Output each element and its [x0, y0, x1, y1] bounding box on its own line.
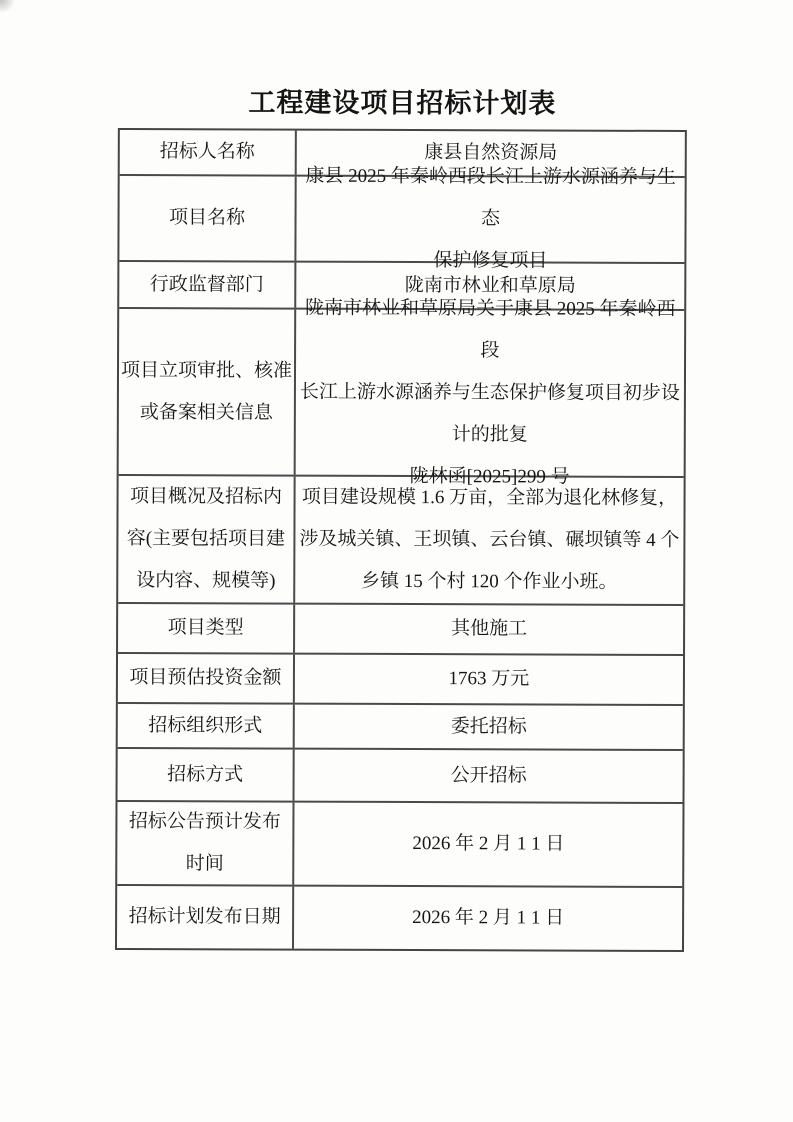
row-label-cell — [118, 476, 295, 603]
row-value: 委托招标 — [450, 715, 527, 737]
table-row-plan-publish-date — [117, 886, 682, 950]
row-label-cell — [119, 309, 297, 475]
row-value: 其他施工 — [451, 618, 528, 640]
row-label: 行政监督部门 — [149, 273, 264, 296]
table-row-approval-info — [119, 297, 685, 488]
row-value: 1763 万元 — [448, 668, 530, 690]
bidding-plan-table — [115, 128, 687, 952]
row-value-cell — [294, 803, 682, 886]
row-label: 项目预估投资金额 — [129, 667, 282, 689]
row-value-cell — [295, 655, 683, 704]
row-label: 项目概况及招标内 容(主要包括项目建 设内容、规模等) — [126, 486, 286, 592]
row-label-cell — [118, 749, 295, 801]
page-title: 工程建设项目招标计划表 — [248, 87, 557, 119]
row-label: 项目类型 — [167, 617, 244, 639]
row-value-cell — [295, 477, 683, 604]
row-value-cell — [295, 605, 683, 654]
row-value: 公开招标 — [450, 764, 527, 786]
table-row-organization-form — [118, 704, 683, 751]
table-row-announcement-expected-date — [117, 802, 682, 888]
document-sheet — [115, 87, 687, 952]
table-row-project-name — [119, 165, 684, 272]
row-label-cell — [120, 130, 297, 175]
row-value-cell — [296, 297, 685, 488]
row-value: 康县 2025 年秦岭西段长江上游水源涵养与生态 保护修复项目 — [305, 165, 676, 272]
row-label-cell — [118, 704, 295, 748]
row-label: 项目名称 — [168, 207, 246, 229]
table-row-estimated-investment — [118, 654, 683, 706]
row-value: 康县自然资源局 — [424, 142, 558, 164]
row-label: 项目立项审批、核准 或备案相关信息 — [120, 359, 293, 424]
row-label-cell — [118, 654, 295, 703]
table-row-project-type — [118, 604, 683, 656]
row-label-cell — [119, 176, 296, 261]
row-label-cell — [118, 604, 295, 653]
row-label: 招标组织形式 — [148, 714, 263, 737]
row-label: 招标公告预计发布 时间 — [128, 811, 281, 875]
row-label-cell — [119, 262, 296, 308]
row-label: 招标计划发布日期 — [128, 906, 281, 928]
table-row-project-overview — [118, 476, 683, 606]
row-value: 2026 年 2 月 1 1 日 — [412, 833, 565, 855]
row-value-cell — [295, 705, 683, 749]
table-row-bidding-method — [118, 749, 683, 804]
row-value-cell — [294, 887, 682, 950]
row-value: 陇南市林业和草原局 — [404, 274, 576, 297]
row-value-cell — [295, 750, 683, 802]
row-label: 招标方式 — [167, 763, 244, 785]
row-value: 项目建设规模 1.6 万亩，全部为退化林修复， 涉及城关镇、王坝镇、云台镇、碾坝镇等 4 个 乡镇 15 个村 120 个作业小班。 — [299, 486, 680, 593]
row-value: 2026 年 2 月 1 1 日 — [412, 907, 565, 929]
row-label: 招标人名称 — [159, 141, 255, 163]
row-label-cell — [117, 886, 294, 949]
row-label-cell — [117, 802, 294, 885]
row-value-cell — [296, 165, 684, 272]
row-value: 陇南市林业和草原局关于康县 2025 年秦岭西段 长江上游水源涵养与生态保护修复项目初步设 计的批复 陇林函[2025]299 号 — [299, 297, 680, 488]
scan-artifact-corner-smudge — [0, 0, 14, 12]
